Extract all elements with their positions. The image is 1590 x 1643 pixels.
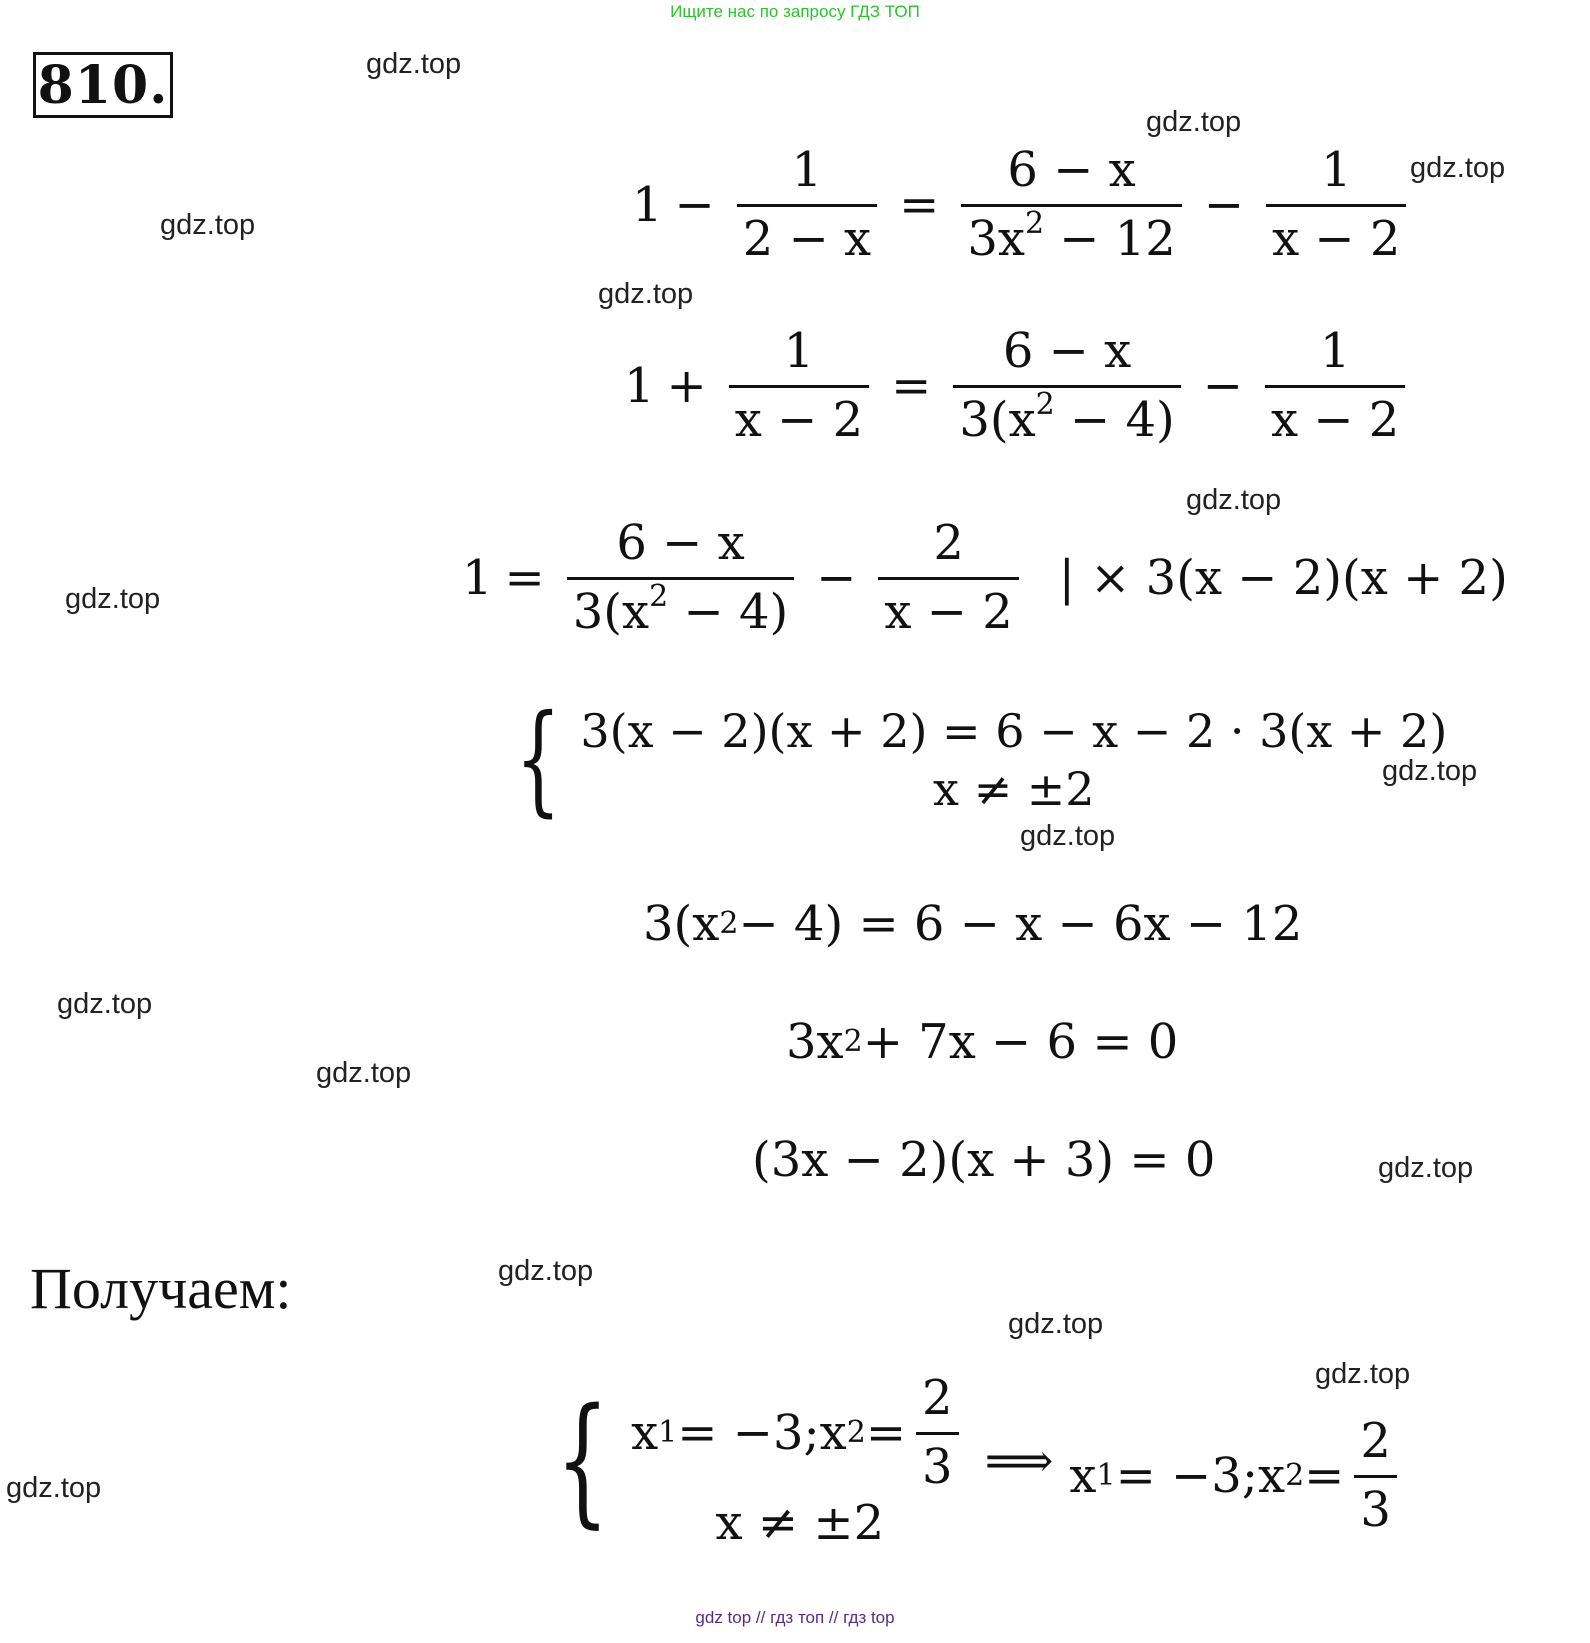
equals-sign: =: [891, 357, 932, 414]
watermark: gdz.top: [1378, 1152, 1474, 1184]
implies-arrow: ⟹: [984, 1432, 1054, 1489]
numerator: 1: [1319, 323, 1351, 379]
system-lines: [631, 1370, 969, 1551]
system-line-1: x 1 = −3; x 2 = $\frac{2}{3}$: [631, 1370, 969, 1495]
denominator: x − 2: [729, 385, 869, 448]
exponent: 2: [1035, 387, 1055, 422]
numerator: 6 − x: [616, 515, 745, 571]
equals-sign: =: [865, 1404, 907, 1461]
numerator: 6 − x: [1007, 142, 1136, 198]
equals-sign: =: [1304, 1447, 1345, 1504]
watermark: gdz.top: [1020, 820, 1116, 852]
denominator: 3: [1354, 1475, 1397, 1538]
term: 1: [632, 176, 663, 233]
term: 3(x: [643, 896, 720, 952]
watermark: gdz.top: [1410, 152, 1506, 184]
fraction: [1265, 323, 1405, 448]
denominator: x − 2: [878, 577, 1018, 640]
denominator: [953, 385, 1180, 448]
exponent: 2: [649, 579, 669, 614]
den-part: − 12: [1044, 211, 1176, 267]
den-part: − 4): [668, 584, 789, 640]
term: + 7x − 6 = 0: [862, 1014, 1179, 1070]
term: 1: [624, 357, 655, 414]
operator: +: [666, 357, 707, 414]
watermark: gdz.top: [598, 278, 694, 310]
system-1: [500, 690, 1448, 829]
problem-number: 810.: [33, 52, 173, 118]
den-part: 3x: [967, 211, 1025, 267]
operator: −: [674, 176, 715, 233]
variable: x: [819, 1404, 847, 1461]
numerator: 2: [922, 1370, 953, 1426]
watermark: gdz.top: [6, 1472, 102, 1504]
watermark: gdz.top: [316, 1057, 412, 1089]
multiplier: | × 3(x − 2)(x + 2): [1058, 549, 1508, 606]
watermark: gdz.top: [498, 1255, 594, 1287]
fraction: [737, 142, 877, 267]
operator: −: [1202, 357, 1243, 414]
operator: −: [816, 549, 857, 606]
fraction: [729, 323, 869, 448]
equals-sign: =: [504, 549, 545, 606]
system-line-2: x ≠ ±2: [933, 762, 1095, 816]
numerator: 2: [1360, 1413, 1391, 1469]
den-part: 3(x: [572, 584, 650, 640]
fraction: [567, 515, 794, 640]
equation-4: 3(x 2 − 4) = 6 − x − 6x − 12: [643, 896, 1303, 952]
value: = −3;: [1115, 1447, 1258, 1504]
denominator: 3: [916, 1432, 959, 1495]
equals-sign: =: [899, 176, 940, 233]
term: (3x − 2)(x + 3) = 0: [752, 1132, 1216, 1188]
denominator: x − 2: [1266, 204, 1406, 267]
fraction: [916, 1370, 959, 1495]
denominator: 2 − x: [737, 204, 877, 267]
term: 3x: [786, 1014, 844, 1070]
fraction: [878, 515, 1018, 640]
variable: x: [1257, 1447, 1286, 1504]
system-lines: [580, 704, 1447, 816]
watermark: gdz.top: [1008, 1308, 1104, 1340]
numerator: 1: [783, 323, 815, 379]
brace-icon: {: [515, 690, 562, 829]
numerator: 1: [1320, 142, 1352, 198]
watermark: gdz.top: [160, 209, 256, 241]
watermark: gdz.top: [1186, 484, 1282, 516]
watermark: gdz.top: [57, 988, 153, 1020]
exponent: 2: [1024, 206, 1045, 241]
fraction: [1266, 142, 1406, 267]
watermark: gdz.top: [366, 48, 462, 80]
brace-icon: {: [555, 1378, 610, 1542]
equation-5: 3x 2 + 7x − 6 = 0: [786, 1014, 1179, 1070]
denominator: x − 2: [1265, 385, 1405, 448]
fraction: [953, 323, 1180, 448]
numerator: 1: [791, 142, 823, 198]
final-answer: x 1 = −3; x 2 = $\frac{2}{3}$: [1069, 1413, 1407, 1538]
system-line-1: 3(x − 2)(x + 2) = 6 − x − 2 · 3(x + 2): [580, 704, 1448, 758]
equation-2: [624, 323, 1415, 448]
watermark: gdz.top: [1315, 1358, 1411, 1390]
den-part: − 4): [1054, 392, 1175, 448]
denominator: [567, 577, 794, 640]
denominator: [961, 204, 1182, 267]
bottom-banner: gdz top // гдз топ // гдз top: [695, 1608, 895, 1627]
variable: x: [631, 1404, 659, 1461]
watermark: gdz.top: [65, 583, 161, 615]
system-line-2: x ≠ ±2: [715, 1495, 885, 1551]
value: = −3;: [677, 1404, 820, 1461]
equation-3: [462, 515, 1508, 640]
term: 1: [462, 549, 493, 606]
equation-1: [632, 142, 1416, 267]
operator: −: [1203, 176, 1245, 233]
watermark: gdz.top: [1146, 106, 1242, 138]
numerator: 6 − x: [1002, 323, 1132, 379]
den-part: 3(x: [959, 392, 1036, 448]
result-label: Получаем:: [30, 1256, 292, 1321]
system-2: [538, 1370, 1407, 1551]
fraction: [1354, 1413, 1397, 1538]
watermark: gdz.top: [1382, 755, 1478, 787]
numerator: 2: [933, 515, 964, 571]
variable: x: [1069, 1447, 1097, 1504]
fraction: [961, 142, 1182, 267]
top-banner: Ищите нас по запросу ГДЗ ТОП: [670, 2, 920, 21]
term: − 4) = 6 − x − 6x − 12: [738, 896, 1303, 952]
equation-6: [752, 1132, 1215, 1188]
